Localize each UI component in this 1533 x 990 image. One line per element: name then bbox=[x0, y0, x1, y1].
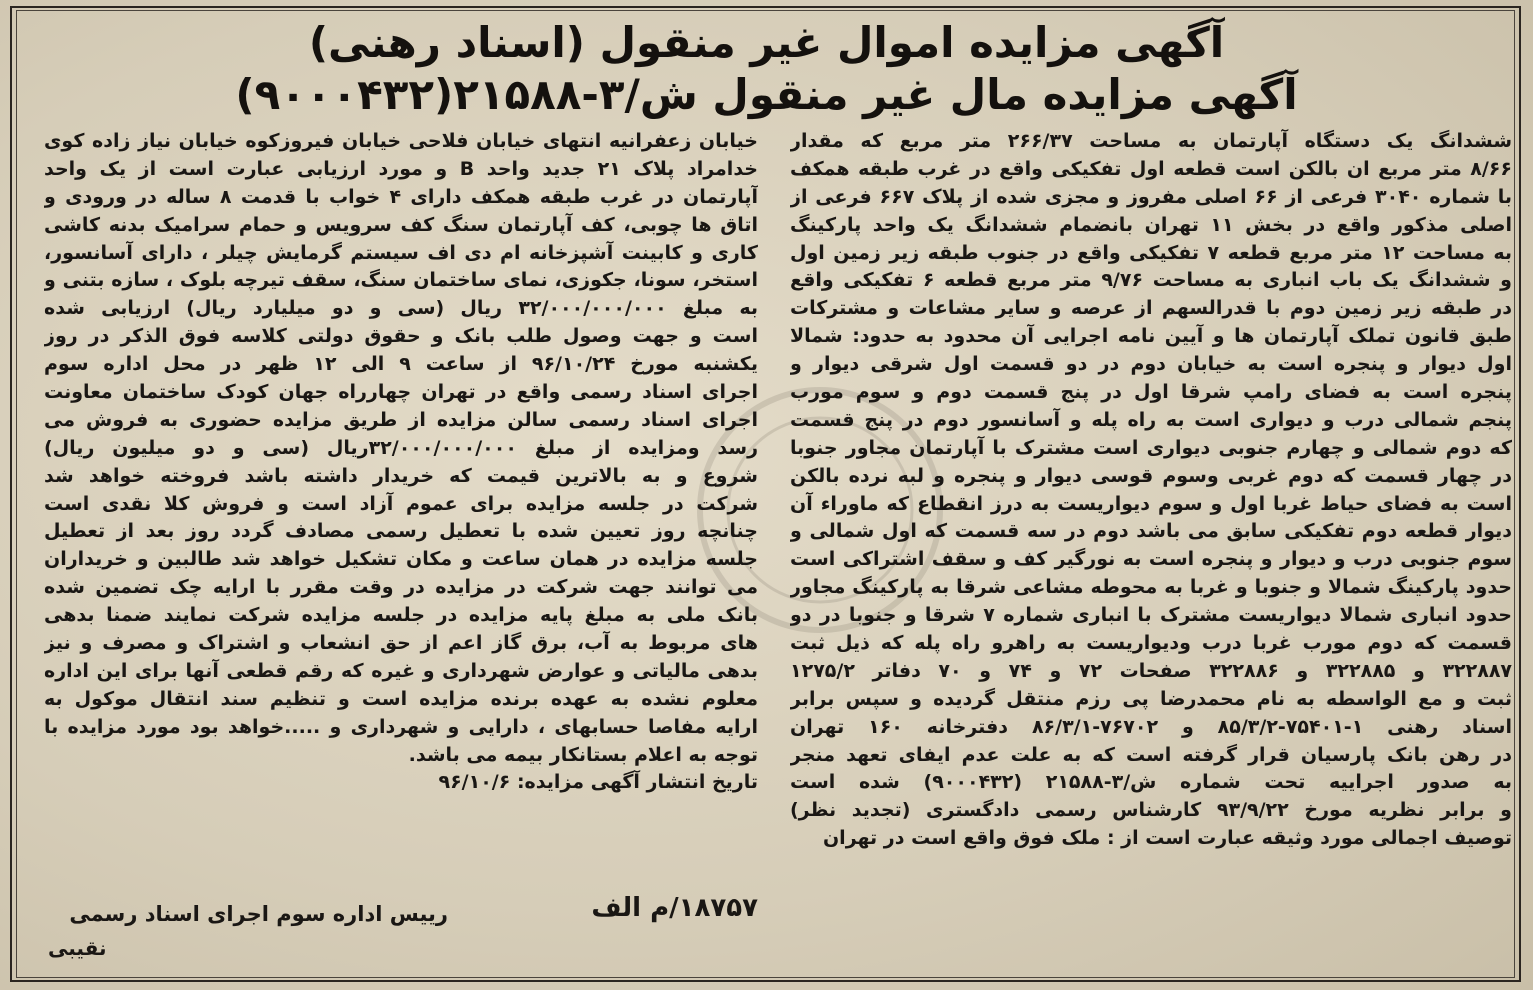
right-column-line: پنجم شمالی درب و دیواری است به راه پله و آسانسور دوم در پنج قسمت bbox=[790, 408, 1512, 431]
left-column-line: ارایه مفاصا حسابهای ، دارایی و شهرداری و .....خواهد بود مورد مزایده با bbox=[44, 715, 758, 738]
right-column-line: با شماره ۳۰۴۰ فرعی از ۶۶ اصلی مفروز و مجزی شده از پلاک ۶۶۷ فرعی از bbox=[790, 185, 1512, 208]
left-column-line: شرکت در جلسه مزایده برای عموم آزاد است و فروش کلا نقدی است bbox=[44, 492, 758, 515]
left-column-line: به مبلغ ۳۲/۰۰۰/۰۰۰/۰۰۰ ریال (سی و دو میلیارد ریال) ارزیابی شده bbox=[44, 297, 758, 320]
left-column-line: اتاق ها چوبی، کف آپارتمان سنگ کف سرویس و حمام سرامیک بدنه کاشی bbox=[44, 213, 758, 236]
ad-number: ۱۸۷۵۷/م الف bbox=[591, 893, 758, 923]
left-column-line: است و جهت وصول طلب بانک و حقوق دولتی کلاسه فوق الذکر در روز bbox=[44, 325, 758, 348]
right-text-column bbox=[790, 128, 1512, 853]
left-column-line: بدهی مالیاتی و عوارض شهرداری و غیره که رقم قطعی آنها برای این اداره bbox=[44, 659, 758, 682]
right-column-line: اول دیوار و پنجره است به خیابان دوم در دو قسمت اول شرقی دیوار و bbox=[790, 353, 1512, 376]
right-column-line: ۳۲۲۸۸۷ و ۳۲۲۸۸۵ و ۳۲۲۸۸۶ صفحات ۷۲ و ۷۴ و ۷۰ دفاتر ۱۲۷۵/۲ bbox=[790, 659, 1512, 682]
right-column-line: در چهار قسمت که دوم غربی وسوم قوسی دیوار و پنجره و لبه نرده بالکن bbox=[790, 464, 1512, 487]
signature-title: رییس اداره سوم اجرای اسناد رسمی bbox=[69, 902, 448, 926]
right-column-line: حدود انباری شمالا دیواریست مشترک با انباری شماره ۷ شرقا و جنوبا در دو bbox=[790, 604, 1512, 627]
left-column-line: می توانند جهت شرکت در مزایده در وقت مقرر با ارایه چک تضمین شده bbox=[44, 576, 758, 599]
left-column-line: اجرای اسناد رسمی واقع در تهران چهارراه جهان کودک ساختمان معاونت bbox=[44, 381, 758, 404]
right-column-line: توصیف اجمالی مورد وثیقه عبارت است از : ملک فوق واقع است در تهران bbox=[822, 827, 1512, 850]
right-column-line: و ششدانگ یک باب انباری به مساحت ۹/۷۶ متر مربع قطعه ۶ تفکیکی واقع bbox=[790, 269, 1512, 292]
right-column-line: در رهن بانک پارسیان قرار گرفته است که به علت عدم ایفای تعهد منجر bbox=[790, 743, 1512, 766]
left-column-line: معلوم نشده به عهده برنده مزایده است و تنظیم سند انتقال موکول به bbox=[44, 687, 758, 710]
right-column-line: ششدانگ یک دستگاه آپارتمان به مساحت ۲۶۶/۳۷ متر مربع که مقدار bbox=[790, 130, 1512, 152]
right-column-line: اصلی مذکور واقع در بخش ۱۱ تهران بانضمام ششدانگ یک واحد پارکینگ bbox=[790, 213, 1512, 236]
notice-subtitle: آگهی مزایده مال غیر منقول ش/۳-۲۱۵۸۸(۹۰۰۰۴۳۲) bbox=[235, 70, 1298, 119]
left-column-line: بانک ملی به مبلغ پایه مزایده در جلسه مزایده شرکت نمایند ضمنا بدهی bbox=[44, 604, 758, 627]
right-column-line: به صدور اجراییه تحت شماره ش/۳-۲۱۵۸۸ (۹۰۰۰۴۳۲) شده است bbox=[790, 771, 1512, 794]
left-column-line: خیابان زعفرانیه انتهای خیابان فلاحی خیابان فیروزکوه خیابان نیاز زاده کوی bbox=[44, 130, 758, 152]
left-column-line: اجرای اسناد رسمی سالن مزایده از طریق مزایده حضوری به فروش می bbox=[44, 408, 758, 431]
left-column-line: آپارتمان در غرب طبقه همکف دارای ۴ خواب با قدمت ۸ ساله در ورودی و bbox=[44, 185, 758, 208]
right-column-line: اسناد رهنی ۱-۷۵۴۰۱-۸۵/۳/۲ و ۷۶۷۰۲-۸۶/۳/۱ دفترخانه ۱۶۰ تهران bbox=[790, 715, 1512, 738]
right-column-line: است به فضای حیاط غربا اول و سوم دیواریست به درز انقطاع که ماوراء آن bbox=[790, 492, 1512, 515]
left-column-line: رسد ومزایده از مبلغ ۳۲/۰۰۰/۰۰۰/۰۰۰ریال (سی و دو میلیون ریال) bbox=[44, 436, 758, 459]
left-column-line: توجه به اعلام بستانکار بیمه می باشد. bbox=[408, 743, 758, 766]
left-column-line: استخر، سونا، جکوزی، نمای ساختمان سنگ، سقف تیرچه بلوک ، سازه بتنی و bbox=[44, 269, 758, 292]
right-column-line: ۸/۶۶ متر مربع ان بالکن است قطعه اول تفکیکی واقع در غرب طبقه همکف bbox=[790, 157, 1512, 180]
left-column-line: جلسه مزایده در همان ساعت و مکان تشکیل خواهد شد طالبین و خریداران bbox=[44, 548, 758, 571]
left-column-line: کاری و کابینت آشپزخانه ام دی اف سیستم گرمایش چیلر ، دارای آسانسور، bbox=[44, 241, 758, 264]
left-column-line: شروع و به بالاترین قیمت که خریدار داشته باشد فروخته خواهد شد bbox=[44, 464, 758, 487]
left-column-line: تاریخ انتشار آگهی مزایده: ۹۶/۱۰/۶ bbox=[438, 771, 758, 794]
left-column-line: خدامراد پلاک ۲۱ جدید واحد B و مورد ارزیابی عبارت است از یک واحد bbox=[44, 157, 758, 180]
left-text-column bbox=[44, 128, 758, 797]
right-column-line: حدود پارکینگ شمالا و جنوبا و غربا به محوطه مشاعی شرقا به پارکینگ مجاور bbox=[790, 576, 1512, 599]
left-column-line: یکشنبه مورخ ۹۶/۱۰/۲۴ از ساعت ۹ الی ۱۲ ظهر در محل اداره سوم bbox=[44, 353, 758, 376]
right-column-line: دیوار قطعه دوم تفکیکی سابق می باشد دوم در سه قسمت که اول شمالی و bbox=[790, 520, 1512, 543]
right-column-line: پنجره است به فضای رامپ شرقا اول در پنج قسمت دوم و سوم مورب bbox=[790, 381, 1512, 404]
left-column-line: های مربوط به آب، برق گاز اعم از حق انشعاب و اشتراک و مصرف و نیز bbox=[44, 632, 758, 655]
right-column-line: سوم جنوبی درب و دیوار و پنجره است به نورگیر کف و سقف اشتراکی است bbox=[790, 548, 1512, 571]
right-column-line: قسمت که دوم مورب غربا درب ودیواریست به راهرو راه پله که ذیل ثبت bbox=[790, 632, 1512, 655]
notice-title: آگهی مزایده اموال غیر منقول (اسناد رهنی) bbox=[308, 18, 1225, 67]
left-column-line: چنانچه روز تعیین شده با تعطیل رسمی مصادف گردد روز بعد از تعطیل bbox=[44, 520, 758, 543]
signature-name: نقیبی bbox=[48, 936, 107, 960]
right-column-line: به مساحت ۱۲ متر مربع قطعه ۷ تفکیکی واقع در جنوب طبقه زیر زمین اول bbox=[790, 241, 1512, 264]
right-column-line: ثبت و مع الواسطه به نام محمدرضا پی رزم منتقل گردیده و سپس برابر bbox=[790, 687, 1512, 710]
right-column-line: که دوم شمالی و چهارم جنوبی دیواری است مشترک با آپارتمان مجاور جنوبا bbox=[790, 436, 1512, 459]
right-column-line: طبق قانون تملک آپارتمان ها و آیین نامه اجرایی آن محدود به حدود: شمالا bbox=[790, 325, 1512, 348]
right-column-line: و برابر نظریه مورخ ۹۳/۹/۲۲ کارشناس رسمی دادگستری (تجدید نظر) bbox=[790, 799, 1512, 822]
right-column-line: در طبقه زیر زمین دوم با قدرالسهم از عرصه و سایر مشاعات و مشترکات bbox=[790, 297, 1512, 320]
